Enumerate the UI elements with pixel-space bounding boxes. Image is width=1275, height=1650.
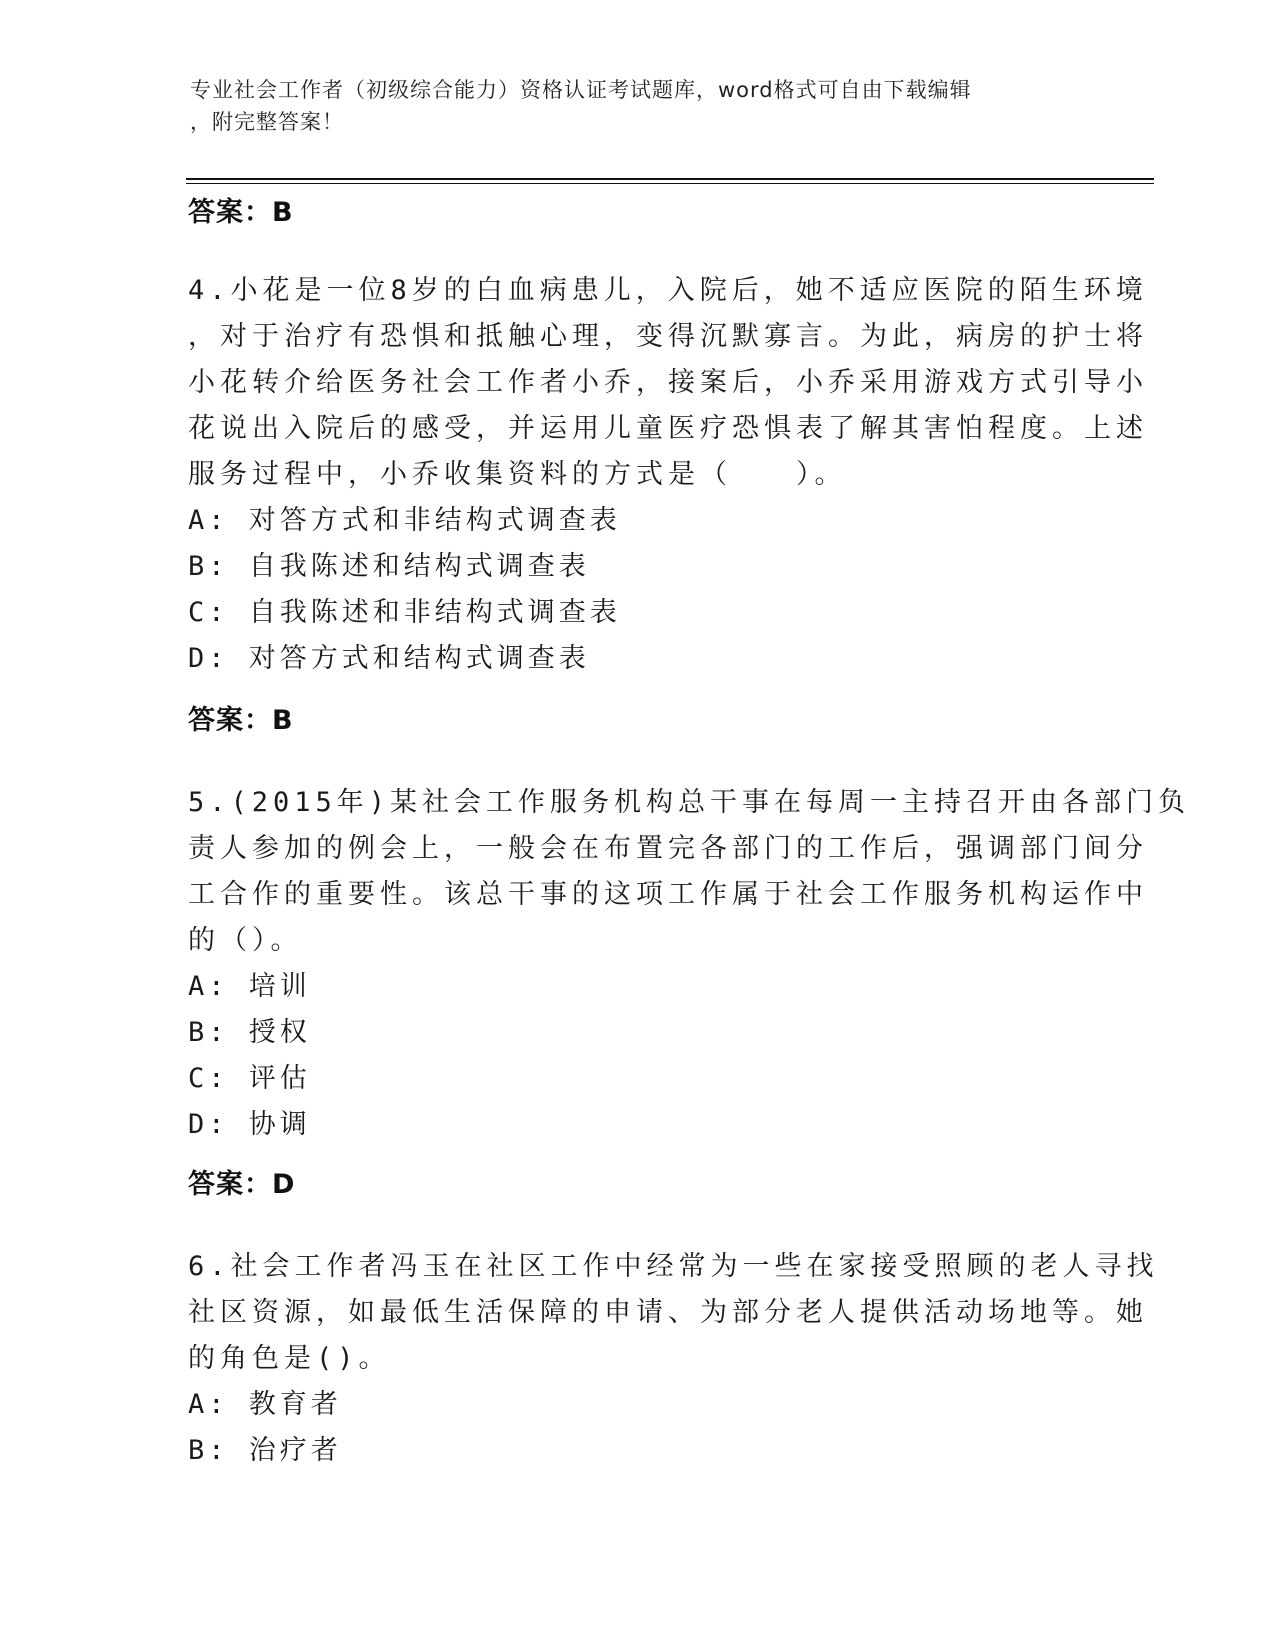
question-4-option-c: C: 自我陈述和非结构式调查表	[188, 597, 621, 628]
question-4-line: 小花转介给医务社会工作者小乔，接案后，小乔采用游戏方式引导小	[188, 367, 1148, 398]
answer-q3: 答案：B	[188, 197, 294, 228]
question-5-line: 的（）。	[188, 925, 303, 956]
header-line-2: ，附完整答案！	[190, 110, 344, 134]
question-5-option-a: A: 培训	[188, 971, 311, 1002]
question-6-line: 社区资源，如最低生活保障的申请、为部分老人提供活动场地等。她	[188, 1297, 1148, 1328]
question-4-option-d: D: 对答方式和结构式调查表	[188, 643, 590, 674]
question-5-option-c: C: 评估	[188, 1063, 311, 1094]
question-6-option-a: A: 教育者	[188, 1389, 342, 1420]
question-4-option-b: B: 自我陈述和结构式调查表	[188, 551, 590, 582]
header-divider-thick	[186, 178, 1154, 180]
question-4	[188, 268, 1148, 682]
question-4-line: ，对于治疗有恐惧和抵触心理，变得沉默寡言。为此，病房的护士将	[188, 321, 1148, 352]
question-5-line: 5.(2015年)某社会工作服务机构总干事在每周一主持召开由各部门负	[188, 787, 1191, 818]
question-5-option-b: B: 授权	[188, 1017, 311, 1048]
header-line-1: 专业社会工作者（初级综合能力）资格认证考试题库，word格式可自由下载编辑	[190, 78, 972, 102]
question-4-option-a: A: 对答方式和非结构式调查表	[188, 505, 621, 536]
question-6-line: 的角色是()。	[188, 1343, 391, 1374]
answer-q4: 答案：B	[188, 705, 294, 736]
question-5	[188, 780, 1191, 1148]
answer-q5: 答案：D	[188, 1169, 296, 1200]
question-4-line: 花说出入院后的感受，并运用儿童医疗恐惧表了解其害怕程度。上述	[188, 413, 1148, 444]
question-5-option-d: D: 协调	[188, 1109, 311, 1140]
question-6	[188, 1244, 1159, 1474]
document-header	[190, 74, 1070, 138]
question-5-line: 工合作的重要性。该总干事的这项工作属于社会工作服务机构运作中	[188, 879, 1148, 910]
header-divider-thin	[186, 183, 1154, 184]
question-6-line: 6.社会工作者冯玉在社区工作中经常为一些在家接受照顾的老人寻找	[188, 1251, 1159, 1282]
question-5-line: 责人参加的例会上，一般会在布置完各部门的工作后，强调部门间分	[188, 833, 1148, 864]
question-6-option-b: B: 治疗者	[188, 1435, 342, 1466]
question-4-line: 服务过程中，小乔收集资料的方式是（ ）。	[188, 459, 847, 490]
question-4-line: 4.小花是一位8岁的白血病患儿，入院后，她不适应医院的陌生环境	[188, 275, 1148, 306]
